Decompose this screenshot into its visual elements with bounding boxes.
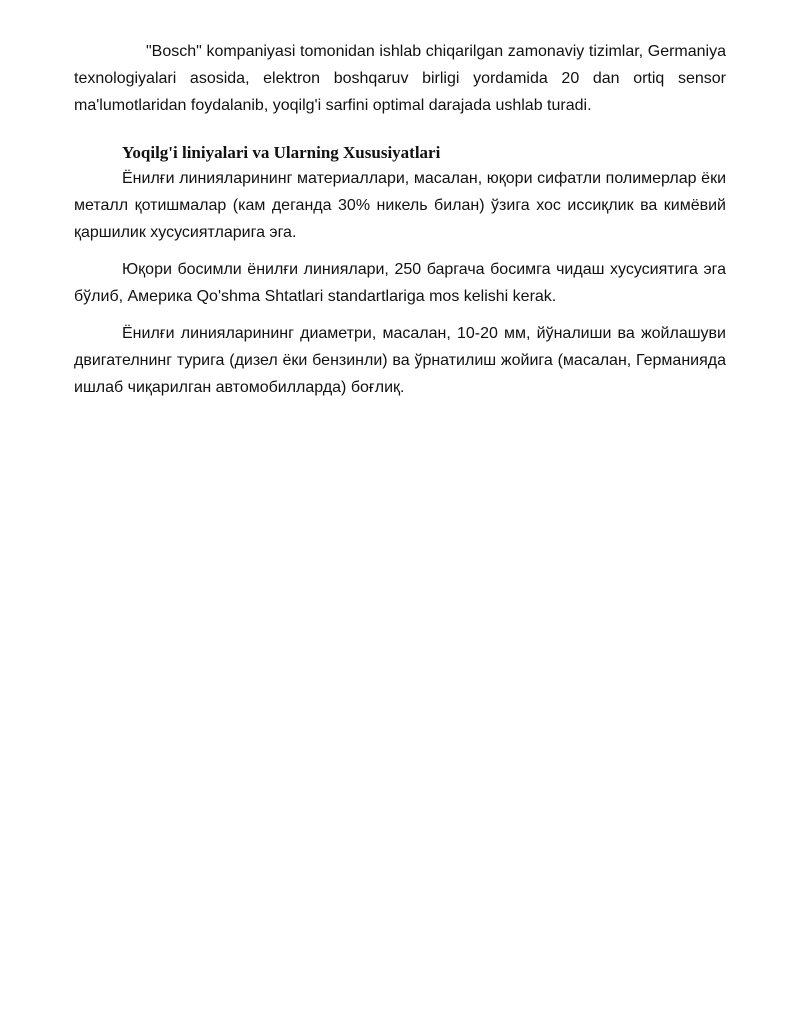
document-page bbox=[74, 38, 726, 401]
materials-paragraph: Ёнилғи линияларининг материаллари, масалан, юқори сифатли полимерлар ёки металл қотишмалар (кам деганда 30% никель билан) ўзига хос иссиқлик ва кимёвий қаршилик хусусиятларига эга. bbox=[74, 170, 726, 241]
diameter-paragraph: Ёнилғи линияларининг диаметри, масалан, 10-20 мм, йўналиши ва жойлашуви двигателнинг турига (дизел ёки бензинли) ва ўрнатилиш жойига (масалан, Германияда ишлаб чиқарилган автомобилларда) боғлиқ. bbox=[74, 325, 726, 396]
pressure-paragraph: Юқори босимли ёнилғи линиялари, 250 баргача босимга чидаш хусусиятига эга бўлиб, Америка Qo'shma Shtatlari standartlariga mos kelishi kerak. bbox=[74, 261, 726, 305]
intro-paragraph: "Bosch" kompaniyasi tomonidan ishlab chiqarilgan zamonaviy tizimlar, Germaniya texnologiyalari asosida, elektron boshqaruv birligi yordamida 20 dan ortiq sensor ma'lumotlaridan foydalanib, yoqilg'i sarfini optimal darajada ushlab turadi. bbox=[74, 43, 726, 114]
section-heading: Yoqilg'i liniyalari va Ularning Xususiyatlari bbox=[122, 143, 441, 162]
